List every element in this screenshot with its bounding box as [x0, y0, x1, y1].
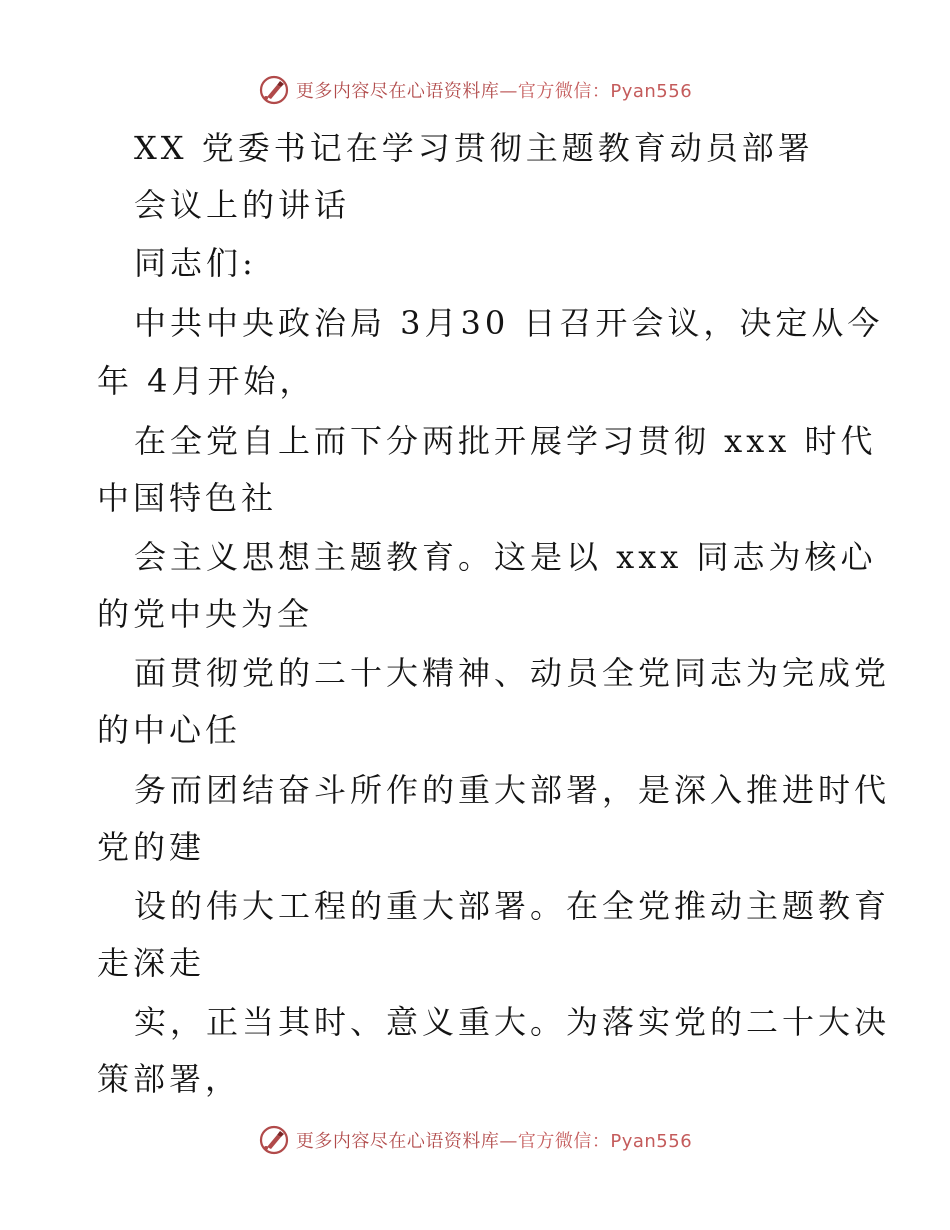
- watermark-dash: —: [499, 81, 518, 102]
- pen-nib-logo-icon: [258, 1124, 290, 1156]
- watermark-main: 更多内容尽在心语资料库: [295, 81, 500, 102]
- title-line-2: 会议上的讲话: [134, 186, 351, 224]
- body-line-5: 会主义思想主题教育。这是以 xxx 同志为核心: [134, 538, 877, 576]
- watermark-id: Pyan556: [610, 1131, 693, 1152]
- header-watermark: [0, 72, 950, 108]
- title-line-1: XX 党委书记在学习贯彻主题教育动员部署: [134, 129, 814, 167]
- salutation: 同志们:: [134, 244, 257, 282]
- body-line-2: 年 4月开始，: [97, 362, 316, 400]
- body-line-10: 党的建: [97, 828, 206, 866]
- pen-nib-logo-icon: [258, 74, 290, 106]
- watermark-text: [296, 1127, 692, 1153]
- body-line-13: 实，正当其时、意义重大。为落实党的二十大决: [134, 1003, 891, 1041]
- body-line-7: 面贯彻党的二十大精神、动员全党同志为完成党: [134, 654, 891, 692]
- watermark-dash: —: [499, 1131, 518, 1152]
- body-line-4: 中国特色社: [97, 479, 278, 517]
- body-line-9: 务而团结奋斗所作的重大部署，是深入推进时代: [134, 771, 891, 809]
- body-line-14: 策部署，: [97, 1060, 242, 1098]
- body-line-8: 的中心任: [97, 711, 242, 749]
- watermark-sub: 官方微信：: [517, 81, 611, 102]
- body-line-6: 的党中央为全: [97, 595, 314, 633]
- body-line-1: 中共中央政治局 3月30 日召开会议，决定从今: [134, 304, 884, 342]
- body-line-11: 设的伟大工程的重大部署。在全党推动主题教育: [134, 887, 891, 925]
- watermark-text: [296, 77, 692, 103]
- watermark-sub: 官方微信：: [517, 1131, 611, 1152]
- body-line-12: 走深走: [97, 944, 206, 982]
- body-line-3: 在全党自上而下分两批开展学习贯彻 xxx 时代: [134, 422, 877, 460]
- watermark-id: Pyan556: [610, 81, 693, 102]
- footer-watermark: [0, 1122, 950, 1158]
- watermark-main: 更多内容尽在心语资料库: [295, 1131, 500, 1152]
